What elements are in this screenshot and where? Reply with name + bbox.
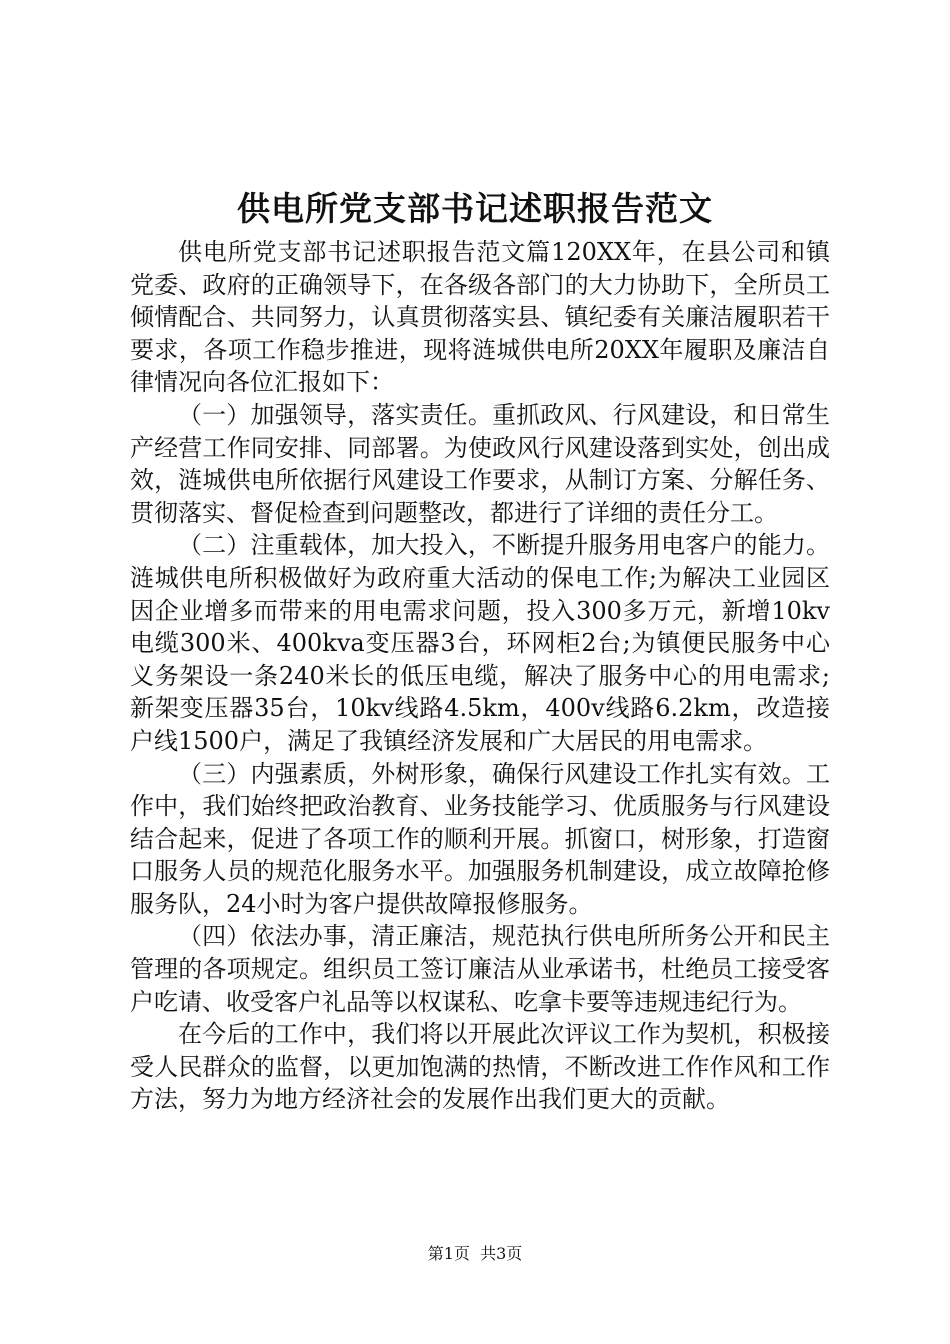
paragraph-intro: 供电所党支部书记述职报告范文篇120XX年，在县公司和镇党委、政府的正确领导下，在各级各部门的大力协助下，全所员工倾情配合、共同努力，认真贯彻落实县、镇纪委有关廉洁履职若干要求，各项工作稳步推进，现将涟城供电所20XX年履职及廉洁自律情况向各位汇报如下：: [130, 238, 830, 397]
paragraph-section-3: （三）内强素质，外树形象，确保行风建设工作扎实有效。工作中，我们始终把政治教育、业务技能学习、优质服务与行风建设结合起来，促进了各项工作的顺利开展。抓窗口，树形象，打造窗口服务人员的规范化服务水平。加强服务机制建设，成立故障抢修服务队，24小时为客户提供故障报修服务。: [130, 759, 830, 918]
paragraph-section-4: （四）依法办事，清正廉洁，规范执行供电所所务公开和民主管理的各项规定。组织员工签订廉洁从业承诺书，杜绝员工接受客户吃请、收受客户礼品等以权谋私、吃拿卡要等违规违纪行为。: [130, 922, 830, 1016]
document-title: 供电所党支部书记述职报告范文: [237, 189, 713, 228]
page-number: 第1页 共3页: [427, 1244, 523, 1263]
paragraph-section-2: （二）注重载体，加大投入，不断提升服务用电客户的能力。涟城供电所积极做好为政府重大活动的保电工作;为解决工业园区因企业增多而带来的用电需求问题，投入300多万元，新增10kv电缆300米、400kva变压器3台，环网柜2台;为镇便民服务中心义务架设一条240米长的低压电缆，解决了服务中心的用电需求;新架变压器35台，10kv线路4.5km，400v线路6.2km，改造接户线1500户，满足了我镇经济发展和广大居民的用电需求。: [130, 531, 830, 755]
page-footer: [0, 1244, 950, 1264]
paragraph-conclusion: 在今后的工作中，我们将以开展此次评议工作为契机，积极接受人民群众的监督，以更加饱满的热情，不断改进工作作风和工作方法，努力为地方经济社会的发展作出我们更大的贡献。: [130, 1020, 830, 1114]
paragraph-section-1: （一）加强领导，落实责任。重抓政风、行风建设，和日常生产经营工作同安排、同部署。为使政风行风建设落到实处，创出成效，涟城供电所依据行风建设工作要求，从制订方案、分解任务、贯彻落实、督促检查到问题整改，都进行了详细的责任分工。: [130, 400, 830, 527]
document-body: [130, 236, 830, 1116]
